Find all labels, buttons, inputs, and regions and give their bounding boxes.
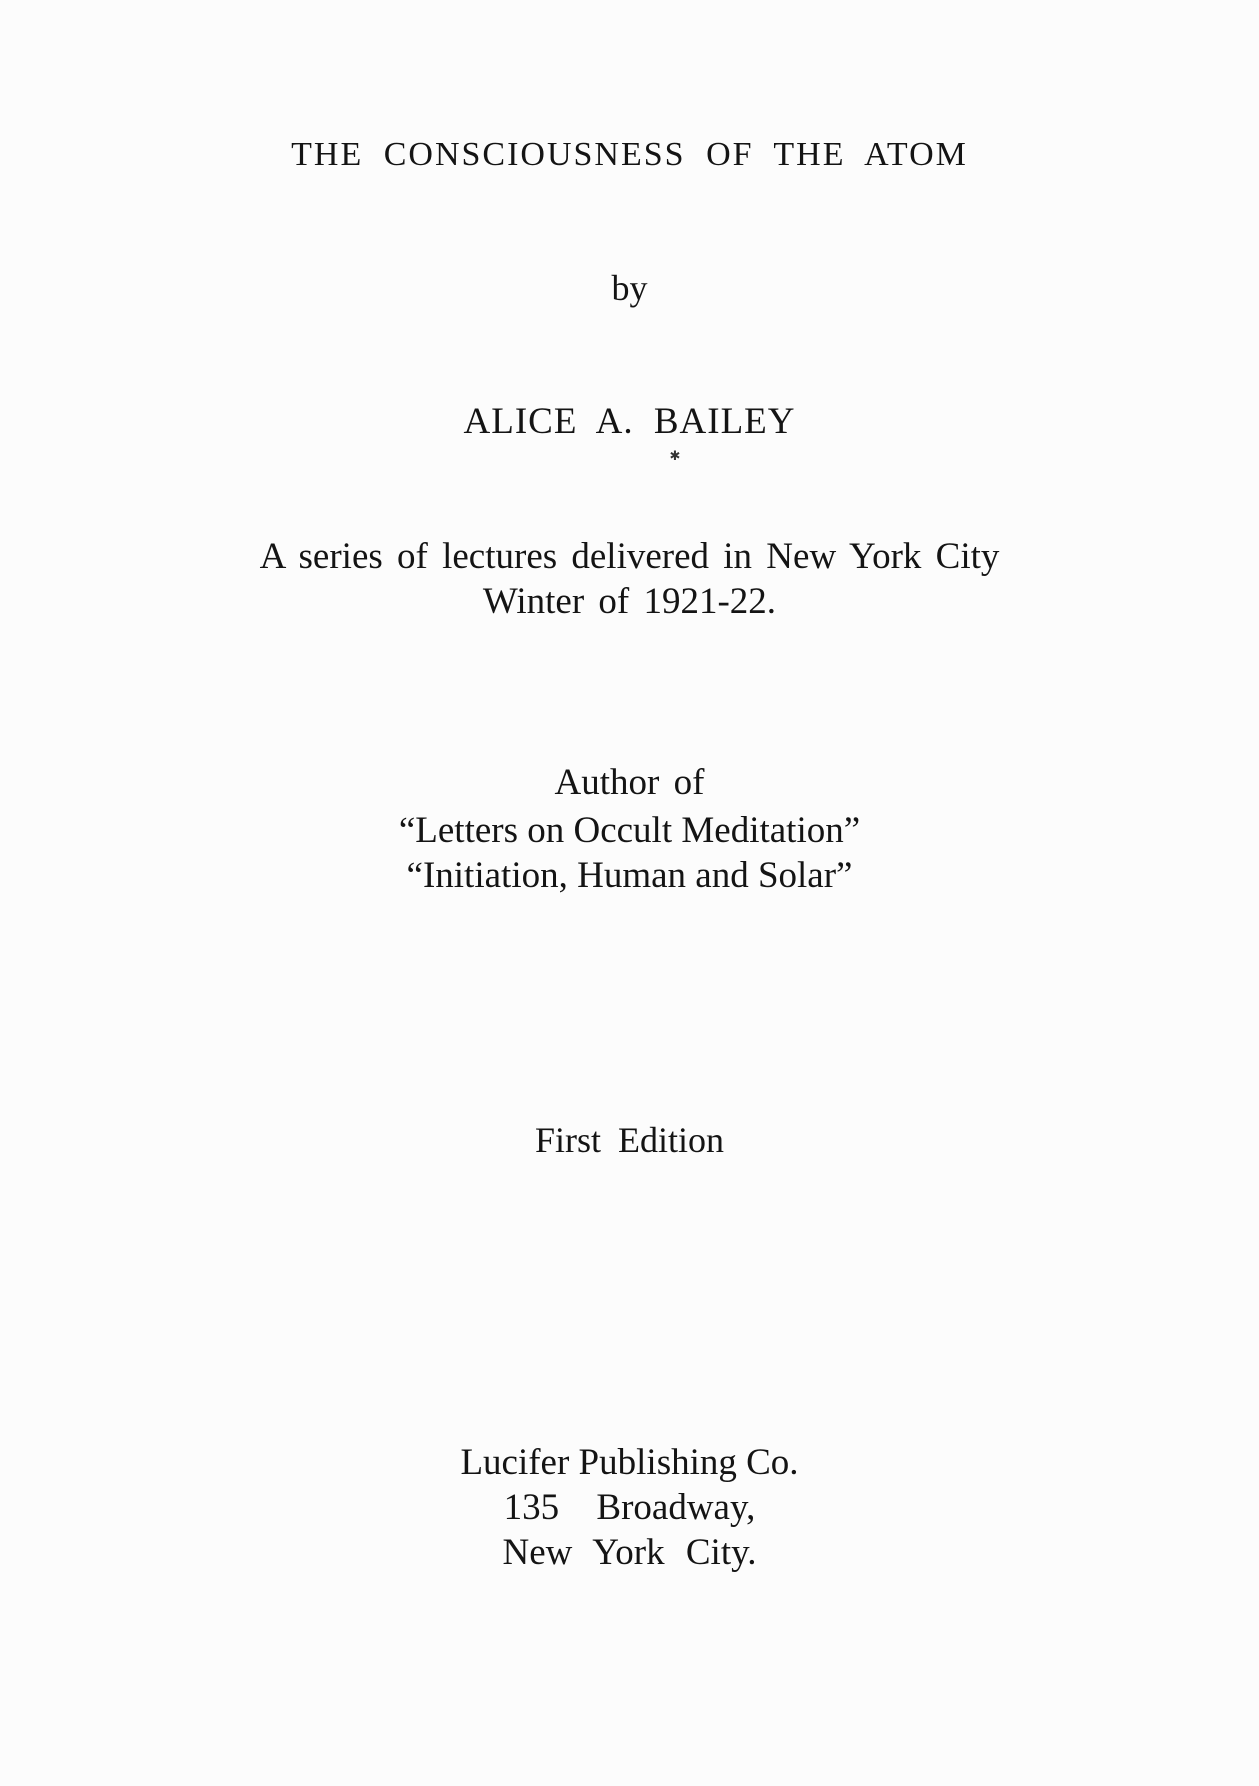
edition-label: First Edition — [534, 1120, 725, 1160]
other-works-list — [0, 808, 1259, 898]
publisher-name: Lucifer Publishing Co. — [460, 1442, 799, 1483]
author-name: ALICE A. BAILEY — [463, 401, 796, 442]
other-work-item: “Initiation, Human and Solar” — [406, 855, 853, 896]
description-line-1: A series of lectures delivered in New York City — [259, 536, 1000, 577]
publisher-block — [0, 1440, 1259, 1575]
publisher-address: 135 Broadway, — [503, 1487, 756, 1528]
description-line-2: Winter of 1921-22. — [482, 581, 777, 622]
author-of-heading: Author of — [554, 762, 705, 803]
ornament-mark: ✱ — [669, 448, 681, 463]
book-title: THE CONSCIOUSNESS OF THE ATOM — [291, 136, 968, 173]
publisher-city: New York City. — [502, 1532, 757, 1573]
other-work-item: “Letters on Occult Meditation” — [398, 810, 861, 851]
byline: by — [611, 268, 648, 308]
